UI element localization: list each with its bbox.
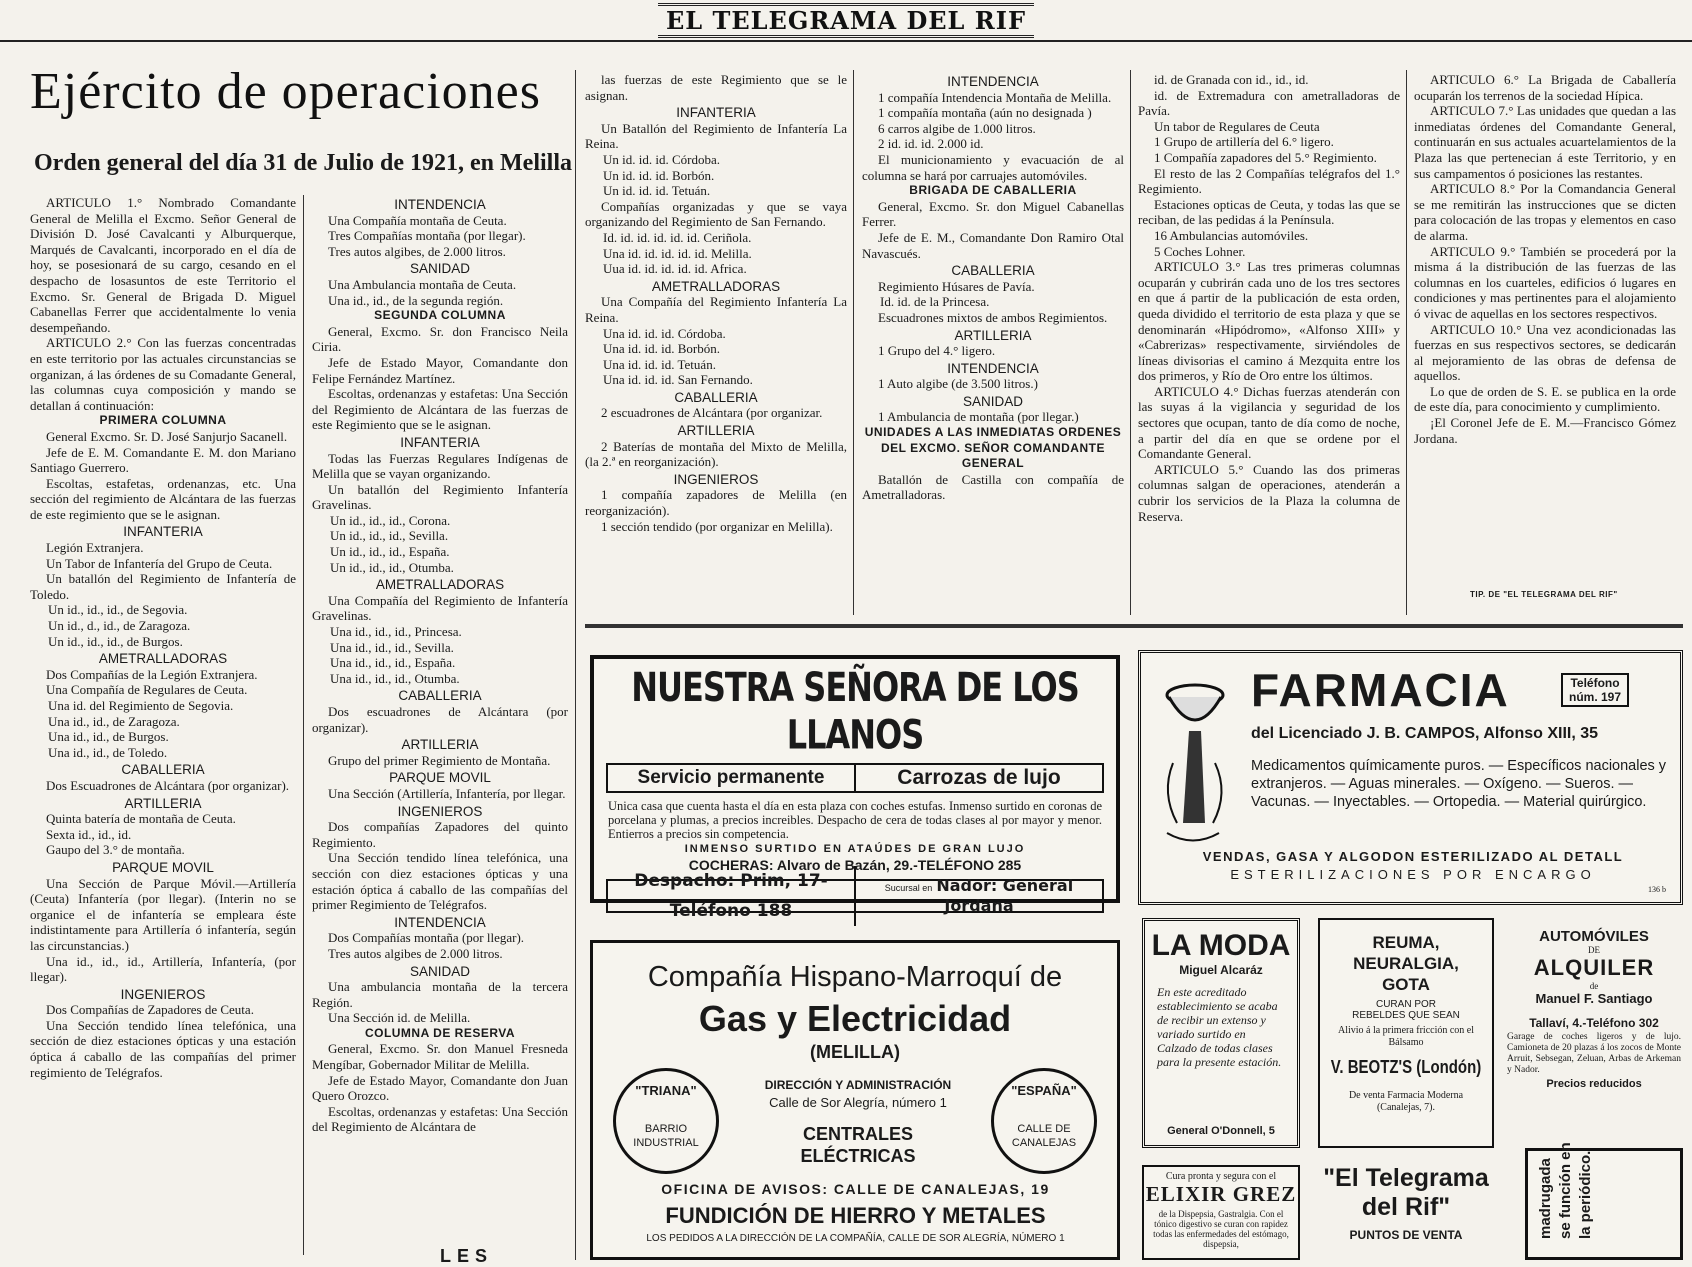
- paragraph: Dos Compañías de la Legión Extranjera.: [46, 666, 258, 682]
- ad-moda-owner: Miguel Alcaráz: [1179, 963, 1263, 977]
- paragraph: 1 Auto algibe (de 3.500 litros.): [878, 376, 1038, 392]
- section-heading: AMETRALLADORAS: [651, 278, 781, 294]
- paragraph: 2 id. id. id. 2.000 id.: [878, 136, 984, 152]
- paragraph: Regimiento Húsares de Pavía.: [878, 278, 1035, 294]
- ad-gas-company-name: Compañía Hispano-Marroquí de: [647, 961, 1063, 993]
- paragraph: Una Sección tendido línea telefónica, una sección con diez estaciones ópticas y una estación óptica á caballo de las compañías del primer Regimiento de Telégrafos.: [312, 850, 568, 913]
- section-heading: INGENIEROS: [120, 986, 206, 1002]
- ad-gas-espana-sub: CALLE DE CANALEJAS: [1011, 1123, 1077, 1149]
- paragraph: Escoltas, ordenanzas y estafetas: Una Sección del Regimiento de Alcántara de: [312, 1103, 568, 1135]
- paragraph: Una Ambulancia montaña de Ceuta.: [328, 276, 517, 292]
- ad-gas-office: OFICINA DE AVISOS: CALLE DE CANALEJAS, 19: [661, 1181, 1050, 1197]
- paragraph: Legión Extranjera.: [46, 540, 144, 556]
- bottom-fragment: LES: [440, 1246, 494, 1266]
- ad-auto-body: Garage de coches ligeros y de lujo. Camioneta de 20 plazas á los zocos de Monte Arruit, Sebsegan, Zeluan, Arbas de Arkeman y Nador.: [1507, 1032, 1681, 1075]
- ad-funeral-service: Servicio permanente: [608, 765, 856, 791]
- ad-funeral-carriages: Carrozas de lujo: [897, 766, 1061, 789]
- article-column-5: [1138, 72, 1400, 612]
- column-rule: [1406, 70, 1407, 615]
- ad-pharmacy-sterilization: ESTERILIZACIONES POR ENCARGO: [1230, 867, 1596, 882]
- paragraph: Una id., id., id., Artillería, Infantería, (por llegar).: [30, 953, 296, 985]
- paragraph: Un id., id., id., Sevilla.: [330, 528, 449, 544]
- section-heading: ARTILLERIA: [677, 423, 755, 439]
- section-heading: INGENIEROS: [397, 803, 483, 819]
- paragraph: Una id. id. id. id. id. Melilla.: [603, 245, 752, 261]
- ad-pharmacy: [1138, 650, 1683, 905]
- ad-gas-triana: "TRIANA": [635, 1083, 697, 1098]
- ad-pharmacy-licensee: del Licenciado J. B. CAMPOS, Alfonso XIII, 35: [1251, 725, 1599, 742]
- section-heading: AMETRALLADORAS: [98, 651, 228, 667]
- paragraph: Una ambulancia montaña de la tercera Región.: [312, 979, 568, 1010]
- paragraph: Una Sección (Artillería, Infantería, por llegar.: [328, 785, 566, 801]
- paragraph: Una Sección de Parque Móvil.—Artillería (Ceuta) Infantería (por llegar). (Interin no se organice el de infantería se empleara éste indistintamente para Artillería ó infantería, según las circunstancias.): [30, 875, 296, 953]
- column-heading: COLUMNA DE RESERVA: [364, 1025, 516, 1040]
- ad-moda-body: En este acreditado establecimiento se acaba de recibir un extenso y variado surtido en Calzado de todas clases para la presente estación.: [1157, 985, 1282, 1069]
- paragraph: 1 compañía montaña (aún no designada ): [878, 105, 1092, 121]
- paragraph: Todas las Fuerzas Regulares Indígenas de Melilla que se vayan organizando.: [312, 450, 568, 482]
- paragraph: 16 Ambulancias automóviles.: [1154, 227, 1309, 243]
- ad-gas-city: (MELILLA): [810, 1042, 900, 1062]
- paragraph: Dos compañías Zapadores del quinto Regimiento.: [312, 819, 568, 850]
- paragraph: 1 Ambulancia de montaña (por llegar.): [878, 409, 1079, 425]
- paragraph: ARTICULO 3.° Las tres primeras columnas ocuparán y cubrirán cada uno de los tres sectores en que á partir de la publicación de esta orden, queda dividido el territorio de esta plaza y que se denominarán «Hipódromo», «Alfonso XIII» y «Cabrerizas» respectivamente, sirviéndoles de líneas divisorias el camino á Mezquita entre los dos primeros, y Río de Oro entre los últimos.: [1138, 259, 1400, 384]
- paragraph: Una id., id., de Zaragoza.: [48, 713, 180, 729]
- paragraph: Una Compañía de Regulares de Ceuta.: [46, 682, 248, 698]
- column-heading: SEGUNDA COLUMNA: [374, 308, 506, 323]
- paragraph: Una id. id. id. San Fernando.: [603, 372, 753, 388]
- paragraph: 1 compañía Intendencia Montaña de Melilla.: [878, 89, 1112, 105]
- section-heading: AMETRALLADORAS: [375, 577, 505, 593]
- section-heading: INTENDENCIA: [394, 914, 486, 930]
- paragraph: General, Excmo. Sr. don Manuel Fresneda Mengíbar, Gobernador Militar de Melilla.: [312, 1041, 568, 1073]
- section-heading: CABALLERIA: [951, 263, 1035, 279]
- ad-gas-foundry: FUNDICIÓN DE HIERRO Y METALES: [665, 1203, 1046, 1228]
- paragraph: Jefe de E. M. Comandante E. M. don Mariano Santiago Guerrero.: [30, 444, 296, 476]
- ad-madrugada: [1525, 1142, 1683, 1260]
- ad-elixir-title: ELIXIR GREZ: [1145, 1182, 1297, 1206]
- ad-gas-triana-sub: BARRIO INDUSTRIAL: [633, 1123, 699, 1149]
- ad-pharmacy-bandages: VENDAS, GASA Y ALGODON ESTERILIZADO AL DETALL: [1202, 849, 1624, 864]
- paragraph: Una id., id., de Burgos.: [48, 729, 169, 745]
- paragraph: Un id. id. id. Córdoba.: [603, 151, 720, 167]
- section-heading: CABALLERIA: [398, 688, 482, 704]
- article-column-2: [312, 195, 568, 1255]
- ad-telegrama: [1318, 1160, 1494, 1260]
- paragraph: Grupo del primer Regimiento de Montaña.: [328, 752, 551, 768]
- paragraph: ARTICULO 2.° Con las fuerzas concentradas en este territorio por las actuales circunstancias se organizan, á las órdenes de su Comadante General, las columnas cuya composición y mando se detallan á continuación:: [30, 335, 296, 413]
- paragraph: 2 escuadrones de Alcántara (por organizar.: [601, 405, 823, 421]
- paragraph: Jefe de Estado Mayor, Comandante don Felipe Fernández Martínez.: [312, 354, 568, 386]
- ad-automobiles: [1505, 918, 1683, 1143]
- paragraph: ARTICULO 4.° Dichas fuerzas atenderán con las suyas á la vigilancia y seguridad de los sectores que ocupan, tanto de día como de noche, a partir del día en que se ordene por el Comandante General.: [1138, 383, 1400, 462]
- ad-gas-company: [590, 940, 1120, 1260]
- article-column-4: [862, 72, 1124, 612]
- ad-pharmacy-phone-number: núm. 197: [1569, 690, 1622, 704]
- section-heading: CABALLERIA: [674, 389, 758, 405]
- ad-auto-alquiler: ALQUILER: [1533, 955, 1655, 980]
- ad-pharmacy-products: Medicamentos químicamente puros. — Específicos nacionales y extranjeros. — Aguas minerales. — Oxígeno. — Sueros. — Vacunas. — Inyectables. — Ortopedia. — Material quirúrgico.: [1251, 758, 1667, 810]
- paragraph: General, Excmo. Sr. don Miguel Cabanellas Ferrer.: [862, 198, 1124, 230]
- paragraph: Una Sección tendido línea telefónica, una sección de diez estaciones ópticas y una estación óptica á caballo de las compañías del primer regimiento de Telégrafos.: [30, 1017, 296, 1080]
- ad-funeral-coffins: INMENSO SURTIDO EN ATAÚDES DE GRAN LUJO: [684, 843, 1026, 855]
- paragraph: 2 Baterías de montaña del Mixto de Melilla, (la 2.ª en reorganización).: [585, 438, 847, 470]
- section-heading: INGENIEROS: [673, 471, 759, 487]
- paragraph: Una id., id., de la segunda región.: [328, 292, 504, 308]
- ad-reuma: [1318, 918, 1494, 1148]
- paragraph: Quinta batería de montaña de Ceuta.: [46, 811, 236, 827]
- paragraph: 5 Coches Lohner.: [1154, 243, 1246, 259]
- ad-gas-triana-circle: [613, 1068, 719, 1174]
- paragraph: las fuerzas de este Regimiento que se le asignan.: [585, 72, 847, 103]
- ad-telegrama-sub: PUNTOS DE VENTA: [1349, 1228, 1463, 1242]
- paragraph: Un id., id., id., España.: [330, 544, 450, 560]
- paragraph: Id. id. de la Princesa.: [880, 294, 990, 310]
- ad-pharmacy-code: 136 b: [1648, 885, 1666, 894]
- ad-pharmacy-phone-box: [1561, 673, 1629, 707]
- column-heading: BRIGADA DE CABALLERIA: [909, 183, 1077, 198]
- article-column-1: [30, 195, 296, 1255]
- section-heading: ARTILLERIA: [954, 327, 1032, 343]
- paragraph: ARTICULO 7.° Las unidades que quedan a las inmediatas órdenes del Comandante General, continuarán en sus actuales acuartelamientos de la Plaza las que pertenecian á este Territorio, y en sus campamentos ó posiciones las restantes.: [1414, 103, 1676, 181]
- paragraph: Una id., id., id., Princesa.: [330, 624, 462, 640]
- paragraph: Un id., id., id., de Burgos.: [48, 633, 183, 649]
- paragraph: ARTICULO 1.° Nombrado Comandante General de Melilla el Excmo. Señor General de División D. José Cavalcanti y Alburquerque, Marqués de Cavalcanti, incorporado en el día de hoy, se posesionará de su cargo, cesando en el despacho de losasuntos de este Territorio el Excmo. Sr. General de Brigada D. Miguel Cabanellas Ferrer que accidentalmente lo venia desempeñando.: [30, 195, 296, 335]
- ad-auto-title: AUTOMÓVILES: [1539, 928, 1649, 945]
- paragraph: Id. id. id. id. id. id. Ceriñola.: [603, 229, 752, 245]
- paragraph: ARTICULO 6.° La Brigada de Caballería ocuparán los terrenos de la sociedad Hípica.: [1414, 72, 1676, 103]
- section-heading: CABALLERIA: [121, 762, 205, 778]
- article-column-6: [1414, 72, 1676, 582]
- ad-auto-prices: Precios reducidos: [1546, 1078, 1642, 1090]
- paragraph: Una Sección id. de Melilla.: [328, 1010, 471, 1026]
- ad-funeral-title: NUESTRA SEÑORA DE LOS LLANOS: [631, 663, 1079, 759]
- paragraph: Un tabor de Regulares de Ceuta: [1154, 118, 1320, 134]
- section-heading: ARTILLERIA: [401, 737, 479, 753]
- section-heading: INTENDENCIA: [947, 74, 1039, 89]
- paragraph: Una id. del Regimiento de Segovia.: [48, 698, 234, 713]
- section-heading: INFANTERIA: [400, 434, 480, 450]
- ad-gas-title: Gas y Electricidad: [698, 998, 1012, 1039]
- ad-gas-plants: CENTRALES ELÉCTRICAS: [800, 1124, 916, 1166]
- ad-elixir-grez: [1142, 1165, 1300, 1260]
- article-column-3: [585, 72, 847, 612]
- ad-la-moda: [1142, 918, 1300, 1148]
- section-heading: SANIDAD: [962, 393, 1023, 409]
- section-heading: SANIDAD: [409, 963, 470, 979]
- paragraph: Un Tabor de Infantería del Grupo de Ceuta.: [46, 555, 273, 571]
- ad-auto-de: DE: [1588, 945, 1600, 955]
- column-rule: [575, 70, 576, 1260]
- paragraph: ARTICULO 8.° Por la Comandancia General se me remitirán las instrucciones que se dicten para colocación de las tropas y elementos en caso de alarma.: [1414, 181, 1676, 243]
- paragraph: ARTICULO 9.° También se procederá por la misma á la distribución de las fuerzas de las columnas en los cuarteles, edificios ó lugares en condiciones y mas pertinentes para el alojamiento ó vivac de aquellas en los sectores respectivos.: [1414, 243, 1676, 321]
- paragraph: Sexta id., id., id.: [46, 826, 132, 842]
- ad-reuma-title: REUMA, NEURALGIA, GOTA: [1353, 933, 1459, 994]
- column-rule: [1130, 70, 1131, 615]
- ad-gas-orders: LOS PEDIDOS A LA DIRECCIÓN DE LA COMPAÑÍA, CALLE DE SOR ALEGRÍA, NÚMERO 1: [646, 1233, 1065, 1244]
- article-headline: Ejército de operaciones: [30, 63, 541, 120]
- section-heading: INFANTERIA: [676, 105, 756, 121]
- paragraph: Batallón de Castilla con compañía de Ametralladoras.: [862, 471, 1124, 503]
- paragraph: Un id., id., id., de Segovia.: [48, 602, 188, 618]
- paragraph: id. de Granada con id., id., id.: [1154, 72, 1309, 87]
- ad-reuma-relief: Alivio á la primera fricción con el Bálsamo: [1337, 1025, 1475, 1048]
- paragraph: 1 Grupo del 4.° ligero.: [878, 343, 996, 359]
- paragraph: 1 sección tendido (por organizar en Melilla).: [601, 518, 833, 534]
- ad-gas-management: DIRECCIÓN Y ADMINISTRACIÓN: [764, 1078, 952, 1092]
- ad-funeral-office: Despacho: Prim, 17-Teléfono 188: [608, 866, 856, 926]
- ad-moda-title: LA MODA: [1151, 929, 1291, 962]
- section-heading: ARTILLERIA: [124, 795, 202, 811]
- ads-divider: [585, 624, 1683, 628]
- ad-reuma-sale: De venta Farmacia Moderna (Canalejas, 7).: [1348, 1090, 1464, 1113]
- paragraph: Un Batallón del Regimiento de Infantería La Reina.: [585, 120, 847, 152]
- paragraph: Lo que de orden de S. E. se publica en la orde de este día, para conocimiento y cumplimiento.: [1414, 383, 1676, 415]
- paragraph: 6 carros algibe de 1.000 litros.: [878, 120, 1036, 136]
- paragraph: Una id., id., id., Sevilla.: [330, 639, 454, 655]
- ad-gas-espana-circle: [991, 1068, 1097, 1174]
- paragraph: Un batallón del Regimiento Infantería Gravelinas.: [312, 481, 568, 513]
- paragraph: Un id. id. id. Borbón.: [603, 167, 715, 183]
- paragraph: Gaupo del 3.° de montaña.: [46, 842, 185, 858]
- ad-funeral-home: [590, 655, 1120, 921]
- paragraph: id. de Extremadura con ametralladoras de Pavía.: [1138, 87, 1400, 119]
- ad-pharmacy-phone-label: Teléfono: [1570, 676, 1620, 690]
- paragraph: 1 Compañía zapadores del 5.° Regimiento.: [1154, 149, 1377, 165]
- paragraph: Tres autos algibes, de 2.000 litros.: [328, 243, 506, 259]
- ad-elixir-body: de la Dispepsia, Gastralgia. Con el tónico digestivo se curan con rapidez todas las enfermedades del estómago, dispepsia,: [1153, 1209, 1289, 1249]
- mortar-hand-icon: [1153, 673, 1233, 863]
- column-rule: [303, 195, 304, 1255]
- paragraph: ¡El Coronel Jefe de E. M.—Francisco Gómez Jordana.: [1414, 415, 1676, 446]
- paragraph: El municionamiento y evacuación de al columna se hará por carruajes automóviles.: [862, 151, 1124, 183]
- paragraph: Dos Compañías de Zapadores de Ceuta.: [46, 1002, 254, 1018]
- paragraph: Estaciones opticas de Ceuta, y todas las que se reciban, de las pedidas á la Península.: [1138, 196, 1400, 228]
- ad-reuma-brand: V. BEOTZ'S (Londón): [1330, 1057, 1482, 1078]
- ad-auto-address: Tallaví, 4.-Teléfono 302: [1529, 1016, 1659, 1030]
- column-heading: PRIMERA COLUMNA: [99, 413, 227, 428]
- ad-madrugada-text: madrugada se función en la periódico.: [1537, 1142, 1594, 1239]
- paragraph: Tres Compañías montaña (por llegar).: [328, 228, 526, 244]
- paragraph: Dos Compañías montaña (por llegar).: [328, 930, 525, 946]
- ad-auto-de2: de: [1589, 981, 1599, 991]
- section-heading: SANIDAD: [409, 261, 470, 277]
- paragraph: Tres autos algibes de 2.000 litros.: [328, 945, 503, 961]
- column-heading: UNIDADES A LAS INMEDIATAS ORDENES DEL EXCMO. SEÑOR COMANDANTE GENERAL: [864, 425, 1122, 471]
- ad-telegrama-title-1: "El Telegrama: [1323, 1164, 1489, 1192]
- ad-auto-owner: Manuel F. Santiago: [1535, 991, 1653, 1006]
- paragraph: Una id. id. id. Córdoba.: [603, 325, 726, 341]
- ad-funeral-body: Unica casa que cuenta hasta el día en esta plaza con coches estufas. Inmenso surtido en coronas de porcelana y plumas, a precios increibles. Despacho de cera de todas clases al por mayor y menor. Entierros a precios sin competencia.: [608, 799, 1102, 841]
- paragraph: Una id., id., id., Otumba.: [330, 670, 460, 686]
- paragraph: Un id., id., id., Otumba.: [330, 559, 454, 575]
- paragraph: Dos Escuadrones de Alcántara (por organizar).: [46, 777, 290, 793]
- paragraph: Escoltas, estafetas, ordenanzas, etc. Una sección del regimiento de Alcántara de las fuerzas de este regimiento que se le asignan.: [30, 475, 296, 522]
- paragraph: General, Excmo. Sr. don Francisco Neila Ciria.: [312, 323, 568, 355]
- ad-elixir-top: Cura pronta y segura con el: [1165, 1171, 1277, 1182]
- section-heading: INTENDENCIA: [394, 197, 486, 212]
- paragraph: Escoltas, ordenanzas y estafetas: Una Sección del Regimiento de Alcántara de las fuerzas de este Regimiento que se le asignan.: [312, 386, 568, 433]
- paragraph: ARTICULO 5.° Cuando las dos primeras columnas salgan de operaciones, atenderán a cubrir los servicios de la Plaza la columna de Reserva.: [1138, 461, 1400, 524]
- paragraph: Jefe de E. M., Comandante Don Ramiro Otal Navascués.: [862, 229, 1124, 261]
- ad-moda-address: General O'Donnell, 5: [1167, 1125, 1275, 1137]
- paragraph: Uua id. id. id. id. id. Africa.: [603, 261, 747, 277]
- ad-funeral-branch-label: Sucursal en: [884, 883, 933, 893]
- paragraph: Una Compañía montaña de Ceuta.: [328, 212, 507, 228]
- paragraph: Una id., id., de Toledo.: [48, 744, 168, 760]
- paragraph: Compañías organizadas y que se vaya organizando del Regimiento de San Fernando.: [585, 198, 847, 230]
- masthead-title: EL TELEGRAMA DEL RIF: [658, 3, 1034, 38]
- section-heading: PARQUE MOVIL: [389, 770, 491, 786]
- section-heading: INFANTERIA: [123, 524, 203, 540]
- ad-pharmacy-title: FARMACIA: [1251, 664, 1510, 716]
- paragraph: 1 compañía zapadores de Melilla (en reorganización).: [585, 487, 847, 519]
- column-rule: [853, 70, 854, 615]
- ad-gas-espana: "ESPAÑA": [1011, 1083, 1077, 1098]
- paragraph: Una Compañía del Regimiento Infantería La Reina.: [585, 294, 847, 325]
- ad-telegrama-title-2: del Rif": [1361, 1193, 1451, 1221]
- paragraph: El resto de las 2 Compañías telégrafos del 1.° Regimiento.: [1138, 165, 1400, 197]
- ad-gas-address: Calle de Sor Alegría, número 1: [769, 1095, 947, 1110]
- paragraph: Dos escuadrones de Alcántara (por organizar).: [312, 704, 568, 735]
- paragraph: Una Compañía del Regimiento de Infantería Gravelinas.: [312, 592, 568, 624]
- ad-reuma-cure: CURAN POR REBELDES QUE SEAN: [1352, 999, 1460, 1021]
- paragraph: Escuadrones mixtos de ambos Regimientos.: [878, 309, 1108, 325]
- paragraph: Un id. id. id. Tetuán.: [603, 183, 711, 199]
- ad-funeral-branch: Nador: General Jordana: [936, 876, 1074, 915]
- paragraph: Una id. id. id. Tetuán.: [603, 356, 716, 372]
- paragraph: Un batallón del Regimiento de Infantería de Toledo.: [30, 571, 296, 602]
- paragraph: Jefe de Estado Mayor, Comandante don Juan Quero Orozco.: [312, 1072, 568, 1104]
- paragraph: Un id., d., id., de Zaragoza.: [48, 618, 191, 634]
- paragraph: 1 Grupo de artillería del 6.° ligero.: [1154, 134, 1334, 150]
- section-heading: PARQUE MOVIL: [112, 859, 214, 875]
- paragraph: ARTICULO 10.° Una vez acondicionadas las fuerzas en sus respectivos sectores, se dedicarán al mejoramiento de las obras de defensa de aquellos.: [1414, 321, 1676, 384]
- section-heading: INTENDENCIA: [947, 360, 1039, 376]
- paragraph: General Excmo. Sr. D. José Sanjurjo Sacanell.: [46, 428, 288, 444]
- ad-funeral-garage: COCHERAS: Alvaro de Bazán, 29.-TELÉFONO 285: [688, 857, 1022, 873]
- article-subheadline: Orden general del día 31 de Julio de 1921, en Melilla: [34, 150, 572, 176]
- imprint: TIP. DE "EL TELEGRAMA DEL RIF": [1470, 590, 1618, 599]
- paragraph: Un id., id., id., Corona.: [330, 512, 451, 528]
- paragraph: Una id., id., id., España.: [330, 655, 456, 671]
- paragraph: Una id. id. id. Borbón.: [603, 341, 720, 357]
- masthead: [0, 0, 1692, 42]
